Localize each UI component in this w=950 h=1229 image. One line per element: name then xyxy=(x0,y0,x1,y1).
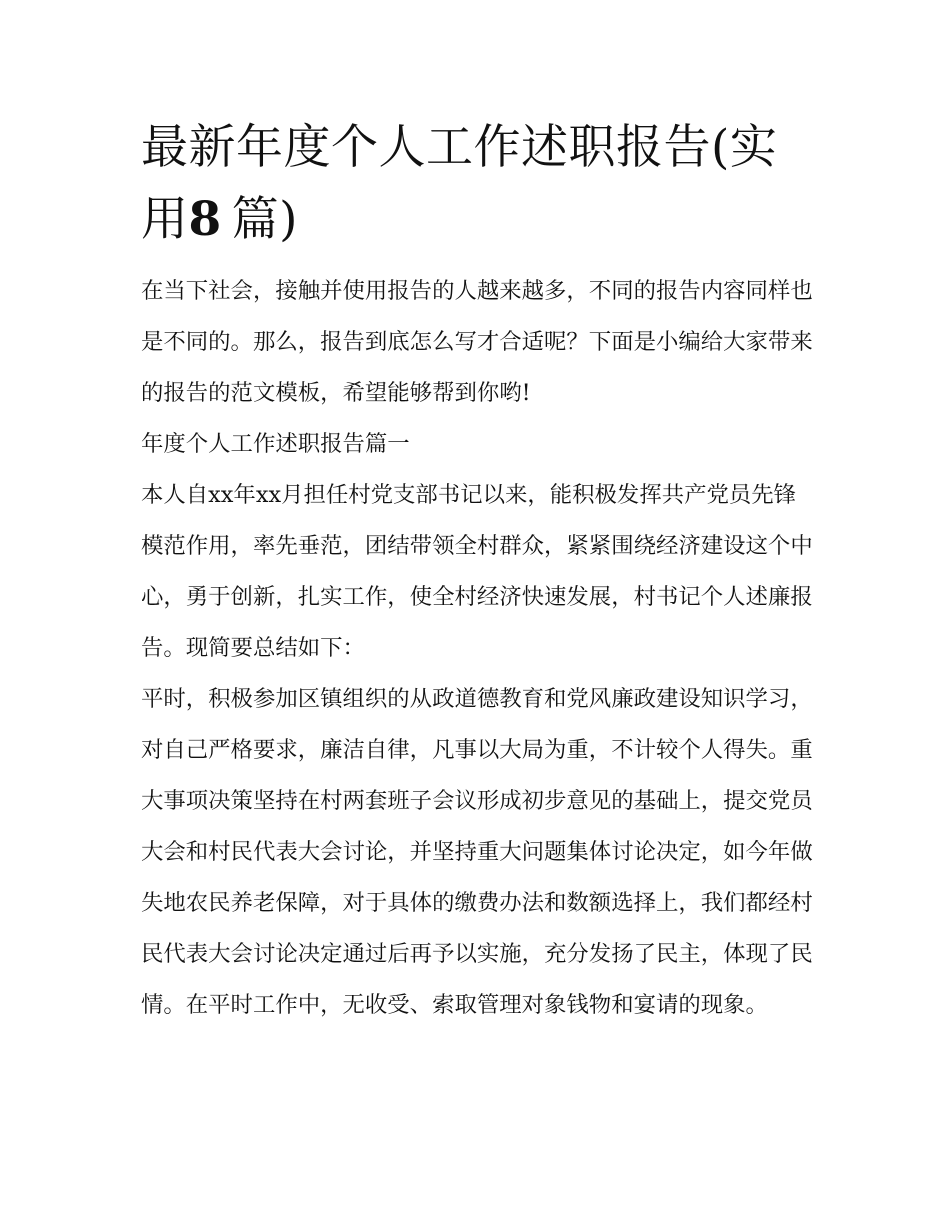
body-paragraph-2: 平时，积极参加区镇组织的从政道德教育和党风廉政建设知识学习，对自己严格要求，廉洁自律，凡事以大局为重，不计较个人得失。重大事项决策坚持在村两套班子会议形成初步意见的基础上，提交党员大会和村民代表大会讨论，并坚持重大问题集体讨论决定，如今年做失地农民养老保障，对于具体的缴费办法和数额选择上，我们都经村民代表大会讨论决定通过后再予以实施，充分发扬了民主，体现了民情。在平时工作中，无收受、索取管理对象钱物和宴请的现象。 xyxy=(141,686,813,1018)
title-text-part1: 最新年度个人工作述职报告(实用 xyxy=(141,120,778,247)
document-content xyxy=(141,112,813,1031)
document-body xyxy=(141,266,813,1031)
intro-paragraph: 在当下社会，接触并使用报告的人越来越多，不同的报告内容同样也是不同的。那么，报告到底怎么写才合适呢？下面是小编给大家带来的报告的范文模板，希望能够帮到你哟! xyxy=(141,278,813,406)
title-number: 8 xyxy=(188,192,222,247)
title-text-part2: 篇) xyxy=(231,192,298,247)
document-title xyxy=(141,112,813,256)
body-paragraph-1: 本人自xx年xx月担任村党支部书记以来，能积极发挥共产党员先锋模范作用，率先垂范，团结带领全村群众，紧紧围绕经济建设这个中心，勇于创新，扎实工作，使全村经济快速发展，村书记个人述廉报告。现简要总结如下： xyxy=(141,482,813,661)
section-heading: 年度个人工作述职报告篇一 xyxy=(141,431,410,457)
